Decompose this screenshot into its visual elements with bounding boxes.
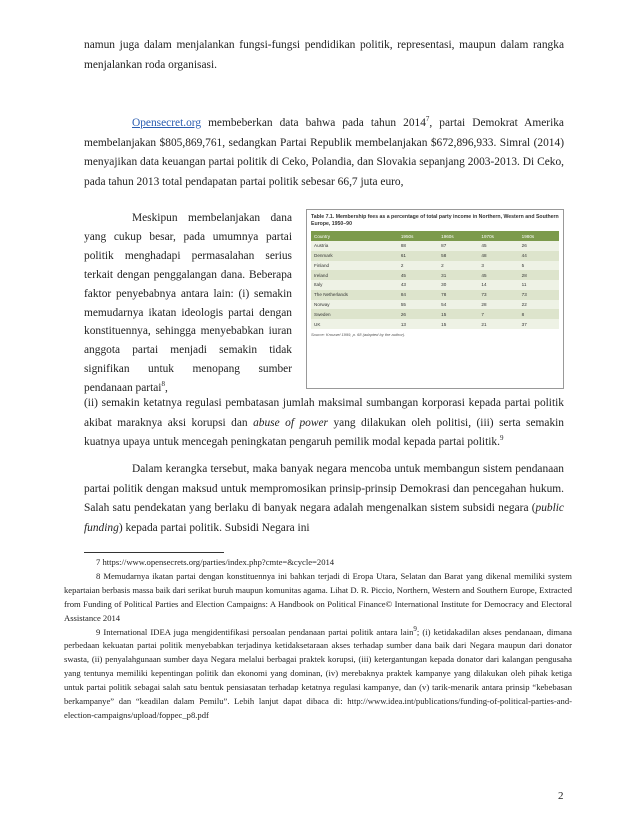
value-cell: 45 xyxy=(478,241,518,251)
column-header: 1950s xyxy=(398,231,438,241)
italic-term: public funding xyxy=(84,502,564,534)
country-cell: Denmark xyxy=(311,251,398,261)
country-cell: The Netherlands xyxy=(311,290,398,300)
country-cell: Austria xyxy=(311,241,398,251)
country-cell: Italy xyxy=(311,280,398,290)
value-cell: 45 xyxy=(398,270,438,280)
table-row xyxy=(311,270,559,280)
paragraph-wrapped xyxy=(84,209,292,398)
value-cell: 21 xyxy=(478,319,518,329)
footnotes xyxy=(64,556,572,723)
footnote-ref: 9 xyxy=(413,624,417,633)
value-cell: 30 xyxy=(438,280,478,290)
footnote-separator xyxy=(84,552,224,553)
value-cell: 3 xyxy=(478,261,518,271)
value-cell: 78 xyxy=(438,290,478,300)
footnote-text: ; (i) ketidakadilan akses pendanaan, dimana perbedaan kekuatan partai politik menyebabkan terjadinya ketidaksetaraan akses terhadap sumber dana baik dari Negara maupun dari donator swasta, (ii) penyalahgunaan sumber daya Negara melalui berbagai praktek korupsi, (iii) ketergantungan kepada donator dari kalangan pengusaha yang tentunya memiliki kepentingan politik dan ekonomi yang dominan, (iv) merebaknya praktek kampanye yang dilakukan oleh pihak ketiga untuk partai politik sebagai salah satu bentuk pensiasatan terhadap ketatnya regulasi kampanye, dan (v) tarik-menarik antara prinsip “kebebasan berkampanye” dan “keadilan dalam Pemilu”. Lebih lanjut dapat dibaca di: http://www.idea.int/publications/funding-of-political-parties-and-election-campaigns/upload/foppec_p8.pdf xyxy=(64,626,572,720)
table-row xyxy=(311,300,559,310)
value-cell: 61 xyxy=(398,251,438,261)
paragraph-text: yang dilakukan oleh politisi, (iii) serta semakin kuatnya upaya untuk mencegah peningkatan pengaruh pemilik modal kepada partai politik. xyxy=(84,416,565,449)
value-cell: 22 xyxy=(519,300,559,310)
value-cell: 48 xyxy=(478,251,518,261)
punctuation: , xyxy=(164,382,168,395)
value-cell: 31 xyxy=(438,270,478,280)
value-cell: 43 xyxy=(398,280,438,290)
table-row xyxy=(311,319,559,329)
value-cell: 2 xyxy=(438,261,478,271)
paragraph-text: Dalam kerangka tersebut, maka banyak negara mencoba untuk membangun sistem pendanaan partai politik dengan maksud untuk mempromosikan prinsip-prinsip Demokrasi dan pencegahan hukum. Salah satu pendekatan yang berlaku di banyak negara adalah mengenalkan sistem subsidi negara ( xyxy=(84,463,564,515)
value-cell: 15 xyxy=(438,309,478,319)
value-cell: 37 xyxy=(519,319,559,329)
table-row xyxy=(311,309,559,319)
footnote-7[interactable]: 7 https://www.opensecrets.org/parties/index.php?cmte=&cycle=2014 xyxy=(96,557,335,567)
value-cell: 45 xyxy=(478,270,518,280)
paragraph-text: membeberkan data bahwa pada tahun 2014 xyxy=(201,117,426,129)
membership-fees-table xyxy=(311,231,559,329)
footnote-ref[interactable]: 7 xyxy=(425,115,430,124)
wrapped-section xyxy=(84,209,564,394)
table-row xyxy=(311,261,559,271)
column-header: Country xyxy=(311,231,398,241)
paragraph-framework xyxy=(84,460,564,538)
country-cell: Ireland xyxy=(311,270,398,280)
column-header: 1960s xyxy=(438,231,478,241)
paragraph-text: Meskipun membelanjakan dana yang cukup besar, pada umumnya partai politik menghadapi permasalahan serius terkait dengan penggalangan dana. Beberapa faktor penyebabnya antara lain: (i) semakin memudarnya ikatan ideologis partai dengan konstituennya, sehingga menyebabkan iuran anggota partai menjadi semakin tidak signifikan untuk menopang sumber pendanaan partai xyxy=(84,212,292,395)
figure-title: Table 7.1. Membership fees as a percentage of total party income in Northern, Western and Southern Europe, 1950–90 xyxy=(311,214,559,227)
value-cell: 2 xyxy=(398,261,438,271)
page-number: 2 xyxy=(558,790,564,802)
footnote-8: 8 Memudarnya ikatan partai dengan konstituennya ini bahkan terjadi di Eropa Utara, Selatan dan Barat yang dikenal memiliki system kepartaian berbasis massa baik dari serikat buruh maupun komunitas agama. Lihat D. R. Piccio, Northern, Western and Southern Europe, Extracted from Funding of Political Parties and Election Campaigns: A Handbook on Political Finance© International Institute for Democracy and Electoral Assistance 2014 xyxy=(64,570,572,623)
value-cell: 11 xyxy=(519,280,559,290)
country-cell: UK xyxy=(311,319,398,329)
table-row xyxy=(311,280,559,290)
value-cell: 28 xyxy=(478,300,518,310)
footnote-9 xyxy=(64,626,572,723)
table-row xyxy=(311,241,559,251)
value-cell: 26 xyxy=(398,309,438,319)
country-cell: Norway xyxy=(311,300,398,310)
value-cell: 26 xyxy=(519,241,559,251)
value-cell: 73 xyxy=(478,290,518,300)
table-row xyxy=(311,290,559,300)
country-cell: Sweden xyxy=(311,309,398,319)
table-header-row xyxy=(311,231,559,241)
value-cell: 54 xyxy=(438,300,478,310)
paragraph-text: , partai Demokrat Amerika membelanjakan $805,869,761, sedangkan Partai Republik membelanjakan $672,896,933. Simral (2014) menyajikan data keuangan partai politik di Ceko, Polandia, dan Slovakia sepanjang 2003-2013. Di Ceko, pada tahun 2013 total pendapatan partai politik sebesar 66,7 juta euro, xyxy=(84,117,564,188)
italic-term: abuse of power xyxy=(253,416,328,429)
column-header: 1970s xyxy=(478,231,518,241)
column-header: 1980s xyxy=(519,231,559,241)
value-cell: 28 xyxy=(519,270,559,280)
footnote-text: 9 International IDEA juga mengidentifikasi persoalan pendanaan partai politik antara lain xyxy=(96,626,414,637)
footnote-ref[interactable]: 9 xyxy=(499,434,504,443)
value-cell: 55 xyxy=(398,300,438,310)
value-cell: 87 xyxy=(438,241,478,251)
paragraph-text: ) kepada partai politik. Subsidi Negara ini xyxy=(118,521,310,534)
table-row xyxy=(311,251,559,261)
value-cell: 5 xyxy=(519,261,559,271)
value-cell: 84 xyxy=(398,290,438,300)
membership-fees-table-figure xyxy=(306,209,564,389)
value-cell: 7 xyxy=(478,309,518,319)
paragraph-text: (ii) semakin ketatnya regulasi pembatasan jumlah maksimal sumbangan korporasi kepada partai politik akibat maraknya aksi korupsi dan xyxy=(84,397,564,429)
value-cell: 13 xyxy=(398,319,438,329)
value-cell: 44 xyxy=(519,251,559,261)
paragraph-continuation xyxy=(84,36,564,75)
opensecret-link[interactable]: Opensecret.org xyxy=(132,117,202,129)
value-cell: 15 xyxy=(438,319,478,329)
country-cell: Finland xyxy=(311,261,398,271)
value-cell: 88 xyxy=(398,241,438,251)
value-cell: 58 xyxy=(438,251,478,261)
value-cell: 8 xyxy=(519,309,559,319)
paragraph-text: namun juga dalam menjalankan fungsi-fungsi pendidikan politik, representasi, maupun dalam rangka menjalankan roda organisasi. xyxy=(84,39,564,71)
value-cell: 73 xyxy=(519,290,559,300)
footnote-ref[interactable]: 8 xyxy=(161,380,165,389)
paragraph-opensecret xyxy=(84,114,564,192)
value-cell: 14 xyxy=(478,280,518,290)
paragraph-continuation-2 xyxy=(84,394,564,453)
figure-source: Source: Krouwel 1999, p. 68 (adapted by the author). xyxy=(311,332,406,337)
